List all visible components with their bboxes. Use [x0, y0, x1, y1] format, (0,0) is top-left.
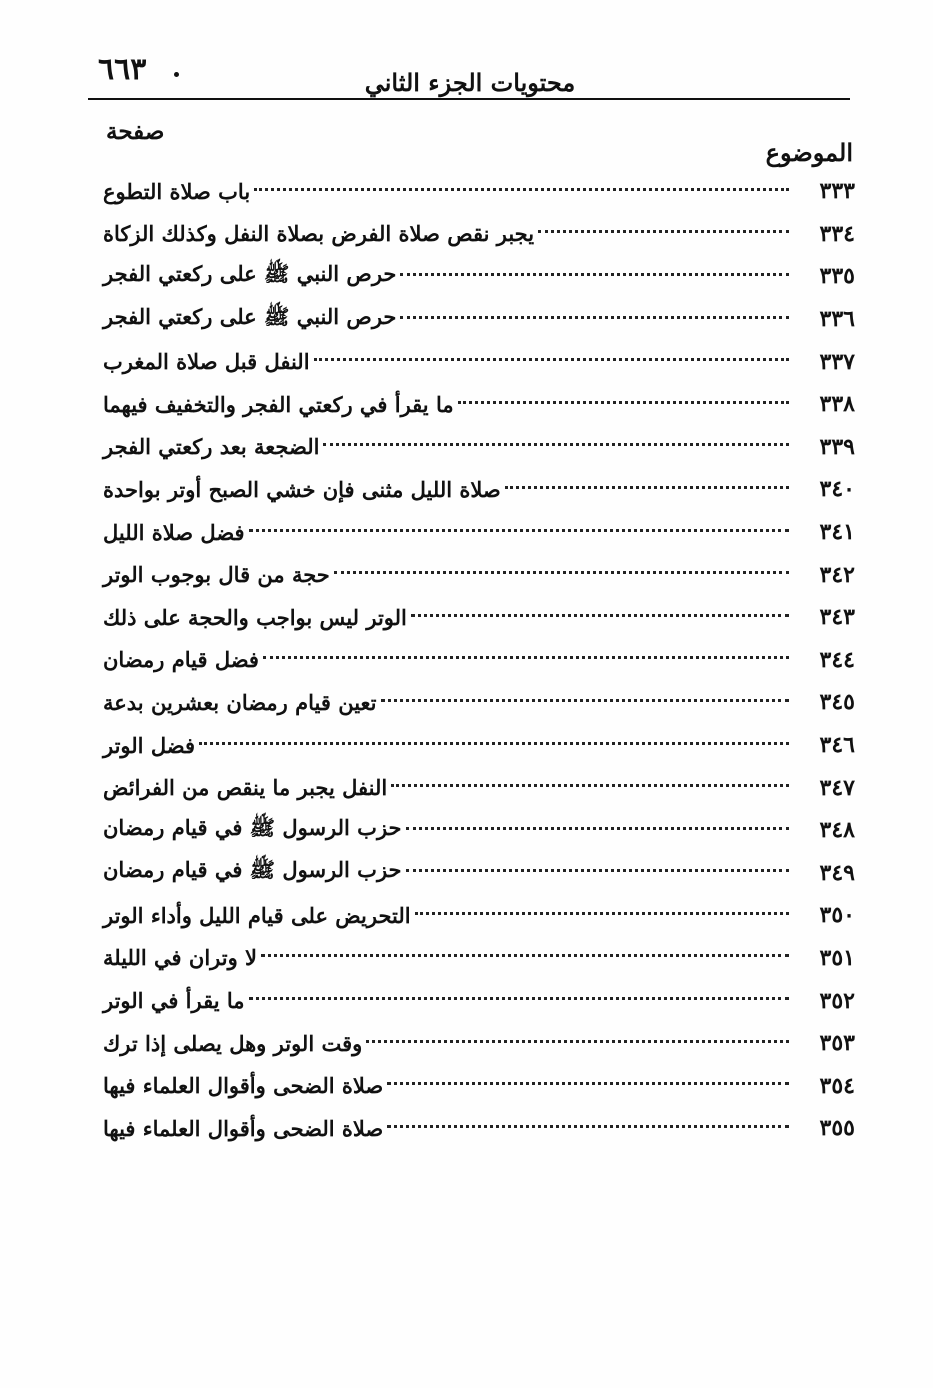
toc-entry-page: ٣٣٨	[819, 391, 855, 418]
toc-entry-title: فضل الوتر	[103, 732, 195, 758]
toc-entry	[95, 894, 855, 937]
dot-leader	[254, 188, 789, 191]
dot-leader	[314, 358, 789, 361]
dot-leader	[538, 230, 789, 233]
table-of-contents	[95, 170, 855, 1150]
toc-entry	[95, 809, 855, 852]
toc-entry-page: ٣٥٣	[819, 1030, 855, 1057]
toc-entry	[95, 979, 855, 1022]
page-column-heading: صفحة	[106, 118, 165, 145]
toc-entry-page: ٣٤٤	[819, 646, 855, 673]
toc-entry-title: ما يقرأ في الوتر	[103, 988, 245, 1014]
dot-leader	[323, 443, 789, 446]
header-dot	[174, 72, 179, 77]
toc-entry-title: لا وتران في الليلة	[103, 945, 258, 971]
dot-leader	[387, 1082, 789, 1085]
toc-entry-page: ٣٣٩	[819, 433, 855, 460]
toc-entry	[95, 852, 855, 895]
toc-entry-page: ٣٥٢	[819, 987, 855, 1014]
toc-entry-title: وقت الوتر وهل يصلى إذا ترك	[103, 1030, 363, 1056]
toc-entry-title: فضل صلاة الليل	[103, 519, 245, 545]
toc-entry	[95, 1064, 855, 1107]
toc-entry-page: ٣٥٥	[819, 1115, 855, 1142]
toc-entry	[95, 426, 855, 469]
header-rule	[88, 98, 850, 100]
toc-entry-title: صلاة الليل مثنى فإن خشي الصبح أوتر بواحدة	[103, 476, 501, 502]
dot-leader	[249, 997, 789, 1000]
topic-column-heading: الموضوع	[765, 138, 853, 167]
dot-leader	[261, 954, 789, 957]
dot-leader	[391, 784, 789, 787]
toc-entry-title: فضل قيام رمضان	[103, 647, 259, 673]
toc-entry	[95, 766, 855, 809]
toc-entry-title: تعين قيام رمضان بعشرين بدعة	[103, 689, 377, 715]
toc-entry-page: ٣٥٠	[819, 902, 855, 929]
toc-entry-title: الوتر ليس بواجب والحجة على ذلك	[103, 604, 407, 630]
toc-entry	[95, 255, 855, 298]
toc-entry	[95, 724, 855, 767]
toc-entry-title: النفل قبل صلاة المغرب	[103, 349, 310, 375]
toc-entry-title: باب صلاة التطوع	[103, 178, 251, 204]
dot-leader	[505, 486, 789, 489]
toc-entry-page: ٣٣٧	[819, 348, 855, 375]
toc-entry-page: ٣٤٧	[819, 774, 855, 801]
dot-leader	[400, 273, 789, 276]
running-title: محتويات الجزء الثاني	[364, 68, 576, 97]
toc-entry-page: ٣٤٩	[819, 859, 855, 886]
toc-entry	[95, 1107, 855, 1150]
toc-entry-title: يجبر نقص صلاة الفرض بصلاة النفل وكذلك الزكاة	[103, 221, 535, 247]
toc-entry-page: ٣٤٢	[819, 561, 855, 588]
toc-entry-title: الضجعة بعد ركعتي الفجر	[103, 434, 320, 460]
toc-entry-page: ٣٤١	[819, 519, 855, 546]
toc-entry-page: ٣٤٣	[819, 604, 855, 631]
dot-leader	[406, 869, 789, 872]
toc-entry-page: ٣٣٣	[819, 178, 855, 205]
toc-entry-title: التحريض على قيام الليل وأداء الوتر	[103, 902, 411, 928]
toc-entry	[95, 553, 855, 596]
toc-entry-title: حرص النبي ﷺ على ركعتي الفجر	[103, 303, 397, 329]
toc-entry-title: صلاة الضحى وأقوال العلماء فيها	[103, 1115, 384, 1141]
dot-leader	[406, 827, 789, 830]
dot-leader	[411, 614, 789, 617]
toc-entry	[95, 639, 855, 682]
toc-entry-title: حزب الرسول ﷺ في قيام رمضان	[103, 814, 402, 840]
toc-entry-page: ٣٥٤	[819, 1072, 855, 1099]
page-number: ٦٦٣	[98, 52, 147, 87]
dot-leader	[400, 316, 789, 319]
toc-entry	[95, 340, 855, 383]
toc-entry-title: صلاة الضحى وأقوال العلماء فيها	[103, 1073, 384, 1099]
toc-entry	[95, 468, 855, 511]
toc-entry-page: ٣٣٥	[819, 263, 855, 290]
toc-entry-title: حجة من قال بوجوب الوتر	[103, 562, 330, 588]
toc-entry	[95, 1022, 855, 1065]
toc-entry-page: ٣٤٠	[819, 476, 855, 503]
toc-entry	[95, 383, 855, 426]
toc-entry-title: ما يقرأ في ركعتي الفجر والتخفيف فيهما	[103, 391, 454, 417]
toc-entry-title: حرص النبي ﷺ على ركعتي الفجر	[103, 260, 397, 286]
toc-entry-title: النفل يجبر ما ينقص من الفرائض	[103, 775, 388, 801]
dot-leader	[415, 912, 789, 915]
toc-entry	[95, 511, 855, 554]
toc-entry-title: حزب الرسول ﷺ في قيام رمضان	[103, 857, 402, 883]
toc-entry	[95, 937, 855, 980]
dot-leader	[249, 529, 789, 532]
dot-leader	[366, 1040, 789, 1043]
dot-leader	[381, 699, 789, 702]
dot-leader	[199, 742, 789, 745]
dot-leader	[263, 656, 789, 659]
toc-entry	[95, 596, 855, 639]
toc-entry	[95, 213, 855, 256]
dot-leader	[387, 1125, 789, 1128]
toc-entry-page: ٣٤٨	[819, 817, 855, 844]
toc-entry-page: ٣٣٦	[819, 306, 855, 333]
toc-entry-page: ٣٥١	[819, 944, 855, 971]
toc-entry	[95, 170, 855, 213]
toc-entry-page: ٣٤٥	[819, 689, 855, 716]
dot-leader	[458, 401, 789, 404]
toc-entry	[95, 681, 855, 724]
toc-entry-page: ٣٣٤	[819, 220, 855, 247]
toc-entry-page: ٣٤٦	[819, 732, 855, 759]
dot-leader	[334, 571, 789, 574]
toc-entry	[95, 298, 855, 341]
